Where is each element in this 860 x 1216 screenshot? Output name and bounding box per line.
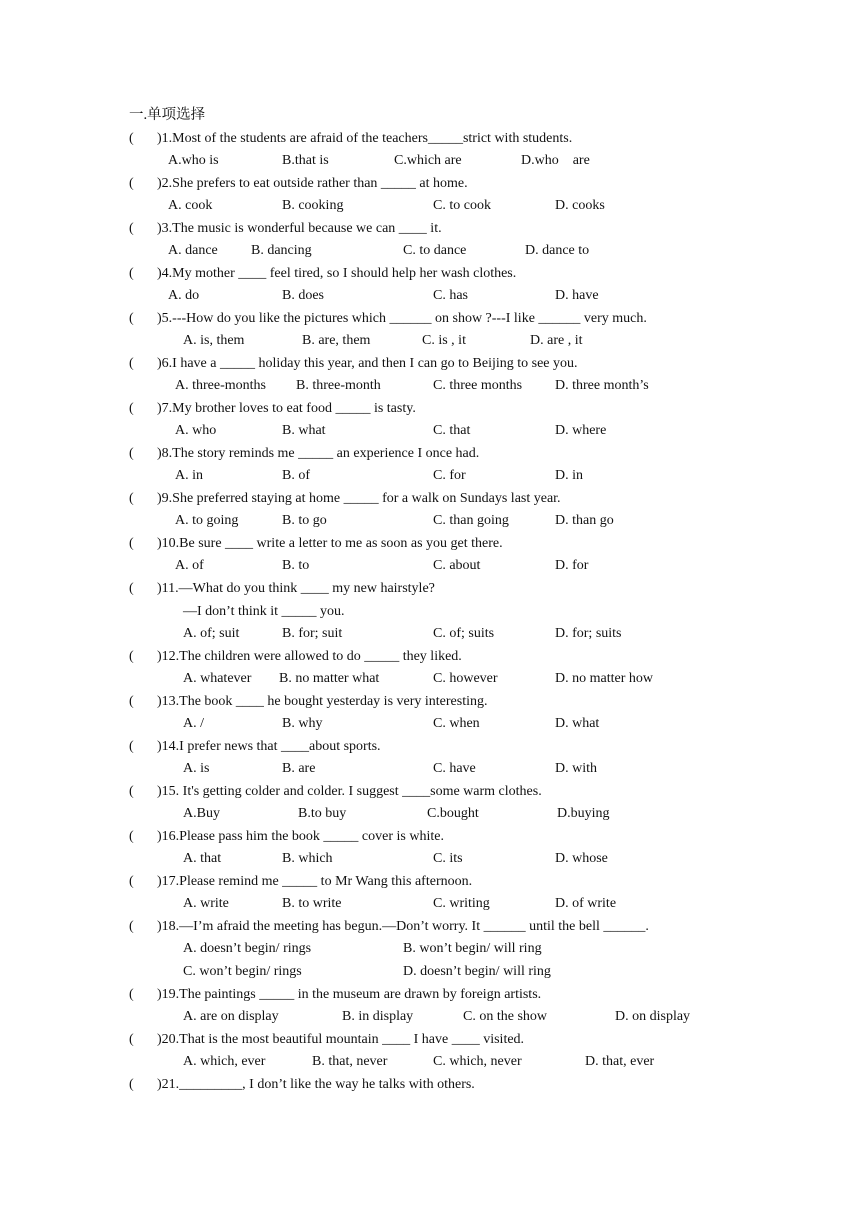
option-c: C. than going	[433, 513, 509, 528]
option-b: B. three-month	[296, 378, 381, 393]
option-a: A. /	[183, 716, 204, 731]
question-text: )1.Most of the students are afraid of the teachers_____strict with students.	[157, 131, 573, 146]
option-a: A. is	[183, 761, 210, 776]
question-text: )5.---How do you like the pictures which ______ on show ?---I like ______ very much.	[157, 311, 647, 326]
option-d: D.who are	[521, 153, 590, 168]
question-text: )14.I prefer news that ____about sports.	[157, 739, 381, 754]
option-d: D. dance to	[525, 243, 590, 258]
option-a: A. are on display	[183, 1009, 279, 1024]
answer-paren: (	[129, 131, 134, 146]
question-text: )8.The story reminds me _____ an experience I once had.	[157, 446, 480, 461]
question-text: )16.Please pass him the book _____ cover is white.	[157, 829, 444, 844]
option-a: A. doesn’t begin/ rings	[183, 941, 312, 956]
option-a: A. who	[175, 423, 217, 438]
option-b: B. won’t begin/ will ring	[403, 941, 542, 956]
option-b: B. for; suit	[282, 626, 343, 641]
question-text: )6.I have a _____ holiday this year, and then I can go to Beijing to see you.	[157, 356, 578, 371]
option-d: D. with	[555, 761, 597, 776]
option-a: A. of; suit	[183, 626, 240, 641]
option-d: D. in	[555, 468, 583, 483]
option-a: A.Buy	[183, 806, 220, 821]
question-text: )21._________, I don’t like the way he talks with others.	[157, 1077, 475, 1092]
option-a: A. of	[175, 558, 204, 573]
answer-paren: (	[129, 1077, 134, 1092]
option-c: C. has	[433, 288, 468, 303]
option-a: A. is, them	[183, 333, 245, 348]
option-c: C. of; suits	[433, 626, 495, 641]
option-d: D. of write	[555, 896, 617, 911]
option-b: B. in display	[342, 1009, 414, 1024]
question-text: )12.The children were allowed to do _____ they liked.	[157, 649, 462, 664]
option-b: B. no matter what	[279, 671, 380, 686]
option-b: B. why	[282, 716, 323, 731]
option-c: C. which, never	[433, 1054, 522, 1069]
option-b: B.that is	[282, 153, 329, 168]
answer-paren: (	[129, 649, 134, 664]
answer-paren: (	[129, 874, 134, 889]
answer-paren: (	[129, 739, 134, 754]
option-c: C. on the show	[463, 1009, 547, 1024]
option-c: C. to cook	[433, 198, 491, 213]
option-d: D. have	[555, 288, 599, 303]
answer-paren: (	[129, 491, 134, 506]
option-d: D. that, ever	[585, 1054, 655, 1069]
section-title: 一.单项选择	[129, 107, 206, 123]
option-b: B. to write	[282, 896, 342, 911]
option-d: D. for	[555, 558, 589, 573]
option-a: A. three-months	[175, 378, 266, 393]
option-c: C. writing	[433, 896, 490, 911]
option-b: B. cooking	[282, 198, 344, 213]
option-c: C. for	[433, 468, 466, 483]
option-d: D. cooks	[555, 198, 605, 213]
option-b: B. dancing	[251, 243, 312, 258]
option-d: D. are , it	[530, 333, 583, 348]
option-a: A. that	[183, 851, 222, 866]
answer-paren: (	[129, 176, 134, 191]
answer-paren: (	[129, 446, 134, 461]
option-a: A. dance	[168, 243, 218, 258]
question-text: )11.—What do you think ____ my new hairstyle?	[157, 581, 435, 596]
option-b: B. that, never	[312, 1054, 388, 1069]
question-text: )17.Please remind me _____ to Mr Wang this afternoon.	[157, 874, 473, 889]
option-c: C. about	[433, 558, 481, 573]
question-text: )3.The music is wonderful because we can ____ it.	[157, 221, 442, 236]
question-text: )10.Be sure ____ write a letter to me as soon as you get there.	[157, 536, 503, 551]
question-text: )19.The paintings _____ in the museum are drawn by foreign artists.	[157, 987, 542, 1002]
option-c: C. when	[433, 716, 480, 731]
option-b: B. to	[282, 558, 310, 573]
option-c: C. is , it	[422, 333, 466, 348]
option-d: D. whose	[555, 851, 608, 866]
option-b: B. to go	[282, 513, 327, 528]
option-a: A. cook	[168, 198, 213, 213]
option-d: D. doesn’t begin/ will ring	[403, 964, 551, 979]
option-a: A. in	[175, 468, 203, 483]
option-b: B. what	[282, 423, 326, 438]
option-c: C. won’t begin/ rings	[183, 964, 302, 979]
option-c: C.bought	[427, 806, 479, 821]
question-text: )15. It's getting colder and colder. I suggest ____some warm clothes.	[157, 784, 542, 799]
answer-paren: (	[129, 784, 134, 799]
question-text-continuation: —I don’t think it _____ you.	[183, 604, 345, 619]
answer-paren: (	[129, 356, 134, 371]
option-a: A. to going	[175, 513, 239, 528]
option-d: D.buying	[557, 806, 610, 821]
option-a: A. which, ever	[183, 1054, 266, 1069]
answer-paren: (	[129, 221, 134, 236]
question-text: )7.My brother loves to eat food _____ is tasty.	[157, 401, 416, 416]
option-c: C. however	[433, 671, 498, 686]
answer-paren: (	[129, 266, 134, 281]
answer-paren: (	[129, 536, 134, 551]
option-b: B. which	[282, 851, 333, 866]
option-b: B.to buy	[298, 806, 347, 821]
question-text: )18.—I’m afraid the meeting has begun.—Don’t worry. It ______ until the bell ______.	[157, 919, 649, 934]
option-d: D. on display	[615, 1009, 691, 1024]
option-d: D. three month’s	[555, 378, 649, 393]
option-c: C. to dance	[403, 243, 467, 258]
question-text: )13.The book ____ he bought yesterday is very interesting.	[157, 694, 488, 709]
answer-paren: (	[129, 829, 134, 844]
option-a: A.who is	[168, 153, 219, 168]
option-c: C.which are	[394, 153, 462, 168]
answer-paren: (	[129, 401, 134, 416]
question-text: )20.That is the most beautiful mountain ____ I have ____ visited.	[157, 1032, 525, 1047]
question-text: )4.My mother ____ feel tired, so I should help her wash clothes.	[157, 266, 517, 281]
option-d: D. no matter how	[555, 671, 653, 686]
option-b: B. of	[282, 468, 310, 483]
option-d: D. what	[555, 716, 600, 731]
option-c: C. that	[433, 423, 471, 438]
option-d: D. where	[555, 423, 607, 438]
option-b: B. are, them	[302, 333, 371, 348]
option-c: C. three months	[433, 378, 523, 393]
answer-paren: (	[129, 694, 134, 709]
option-c: C. have	[433, 761, 476, 776]
option-b: B. does	[282, 288, 324, 303]
option-c: C. its	[433, 851, 463, 866]
question-text: )2.She prefers to eat outside rather than _____ at home.	[157, 176, 468, 191]
answer-paren: (	[129, 311, 134, 326]
answer-paren: (	[129, 581, 134, 596]
option-d: D. for; suits	[555, 626, 622, 641]
option-a: A. whatever	[183, 671, 252, 686]
answer-paren: (	[129, 987, 134, 1002]
option-b: B. are	[282, 761, 316, 776]
option-d: D. than go	[555, 513, 614, 528]
answer-paren: (	[129, 919, 134, 934]
option-a: A. do	[168, 288, 200, 303]
question-text: )9.She preferred staying at home _____ for a walk on Sundays last year.	[157, 491, 561, 506]
option-a: A. write	[183, 896, 229, 911]
answer-paren: (	[129, 1032, 134, 1047]
